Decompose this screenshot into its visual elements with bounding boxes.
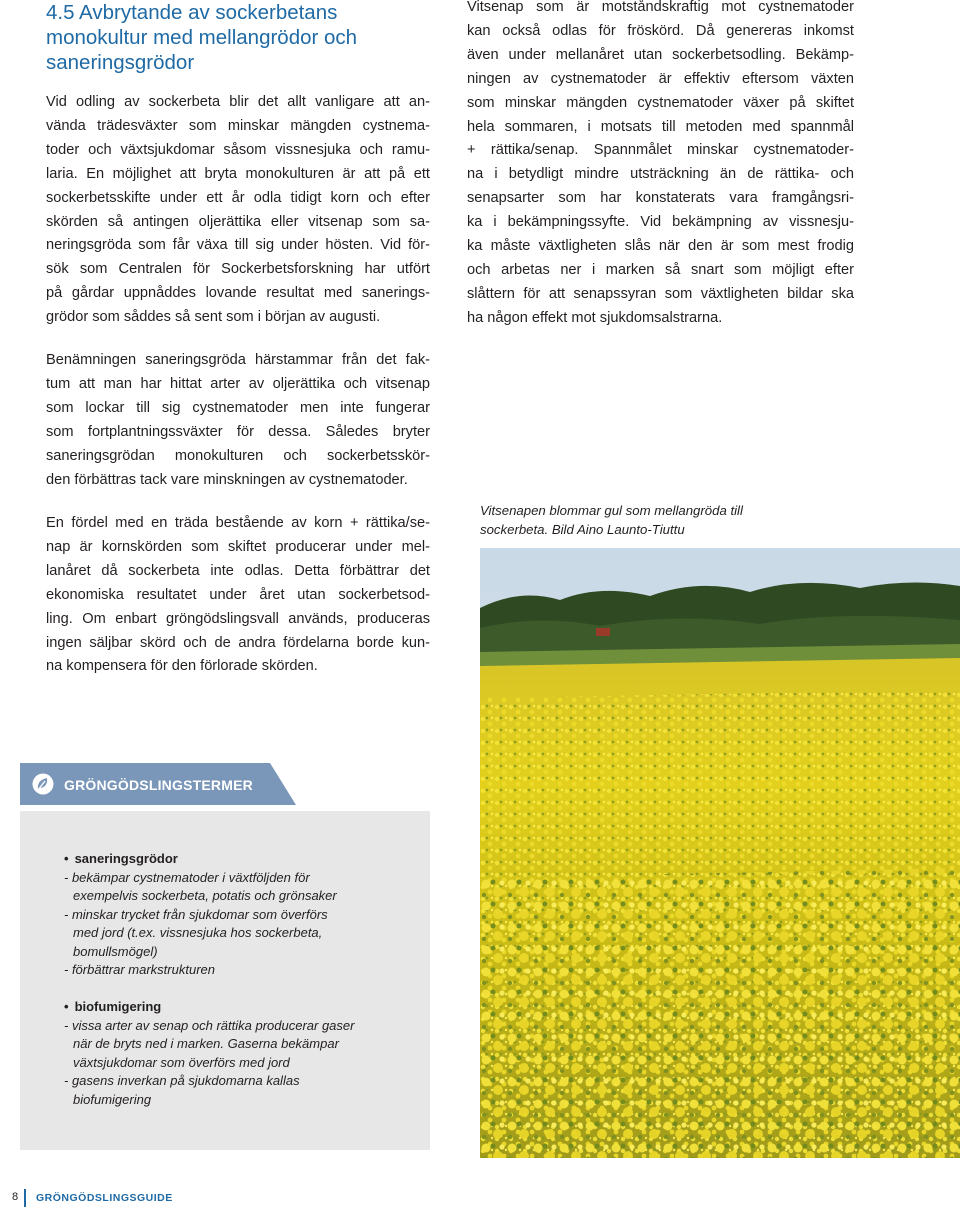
text-line: + rättika/senap. Spannmålet minskar cystnematoder-: [467, 142, 854, 159]
list-item: [64, 961, 337, 980]
text-line: som fortplantningssväxter för dessa. Således bryter: [46, 423, 430, 440]
text-line: kan också odlas för fröskörd. Då genereras inkomst: [467, 22, 854, 39]
text-line: En fördel med en träda bestående av korn + rättika/se-: [46, 515, 430, 531]
item-line: bomullsmögel): [73, 943, 158, 959]
term-saneringsgrodor: [64, 850, 337, 980]
section-heading: [46, 0, 357, 75]
terms-banner-title: GRÖNGÖDSLINGSTERMER: [64, 777, 253, 793]
text-line: sockerbetsskifte under ett år odla tidigt korn och efter: [46, 189, 430, 206]
item-line: biofumigering: [73, 1091, 152, 1107]
left-paragraph-3: [46, 512, 430, 679]
footer-guide-title: GRÖNGÖDSLINGSGUIDE: [36, 1192, 173, 1204]
list-item: [64, 869, 337, 906]
text-line: tum att man har hittat arter av oljerättika och vitsenap: [46, 375, 430, 392]
text-line: ekonomiska resultatet under året utan sockerbetsod-: [46, 586, 430, 603]
text-line: lanåret då sockerbeta inte odlas. Detta förbättrar det: [46, 562, 430, 579]
list-item: [64, 906, 337, 962]
item-line: - förbättrar markstrukturen: [64, 962, 215, 977]
term-name: • saneringsgrödor: [64, 850, 337, 869]
photo-caption: [480, 501, 743, 539]
item-line: exempelvis sockerbeta, potatis och grönsaker: [73, 888, 337, 903]
text-line: ling. Om enbart gröngödslingsvall används, produceras: [46, 610, 430, 627]
text-line: neringsgröda som får växa till sig under hösten. Vid för-: [46, 237, 430, 254]
text-line: även under mellanåret utan sockerbetsodling. Bekämp-: [467, 46, 854, 63]
text-line: som minskar mängden cystnematoder växer på skiftet: [467, 94, 854, 111]
item-line: växtsjukdomar som överförs med jord: [73, 1054, 290, 1070]
caption-line-2: sockerbeta. Bild Aino Launto-Tiuttu: [480, 522, 685, 537]
item-line: med jord (t.ex. vissnesjuka hos sockerbeta,: [73, 925, 323, 940]
text-line: saneringsgrödan monokulturen och sockerbetsskör-: [46, 447, 430, 464]
caption-line-1: Vitsenapen blommar gul som mellangröda till: [480, 503, 743, 518]
right-paragraph-1: [467, 0, 854, 331]
text-line: Benämningen saneringsgröda härstammar från det fak-: [46, 352, 430, 368]
list-item: [64, 1072, 354, 1109]
text-line: toder och växtsjukdomar såsom vissnesjuka och ramu-: [46, 141, 430, 158]
text-line: och arbetas ner i marken så snart som möjligt efter: [467, 261, 854, 278]
mustard-field-photo: [480, 548, 960, 1158]
item-line: när de bryts ned i marken. Gaserna bekämpar: [73, 1036, 339, 1051]
list-item: [64, 1017, 354, 1073]
text-line: ka måste växtligheten slås när den är som mest frodig: [467, 238, 854, 255]
text-line: Vid odling av sockerbeta blir det allt vanligare att an-: [46, 94, 430, 110]
text-line: na i betydligt mindre utsträckning än de rättika- och: [467, 166, 854, 183]
text-line: ningen av cystnematoder är effektiv eftersom växten: [467, 70, 854, 87]
text-line: ka i bekämpningssyfte. Vid bekämpning av vissnesju-: [467, 214, 854, 231]
text-line: slåttern för att senapssyran som växtligheten bildar ska: [467, 285, 854, 302]
text-line: senapsarter som har konstaterats vara framgångsri-: [467, 190, 854, 207]
item-line: - gasens inverkan på sjukdomarna kallas: [64, 1073, 300, 1088]
left-paragraph-1: [46, 91, 430, 330]
text-line: på gårdar uppnåddes lovande resultat med sanerings-: [46, 285, 430, 302]
text-line: ha någon effekt mot sjukdomsalstrarna.: [467, 309, 723, 326]
item-line: - bekämpar cystnematoder i växtföljden för: [64, 869, 310, 885]
text-line: som lockar till sig cystnematoder men inte fungerar: [46, 399, 430, 416]
heading-line-2: monokultur med mellangrödor och: [46, 26, 358, 49]
text-line: laria. En möjlighet att bryta monokulturen är att på ett: [46, 165, 430, 182]
item-line: - vissa arter av senap och rättika producerar gaser: [64, 1017, 355, 1033]
text-line: na kompensera för den förlorade skörden.: [46, 658, 318, 675]
text-line: skörden så antingen oljerättika eller vitsenap som sa-: [46, 213, 430, 230]
leaf-icon: [32, 773, 54, 795]
text-line: grödor som såddes så sent som i början av augusti.: [46, 309, 381, 326]
page-number: 8: [12, 1191, 19, 1203]
text-line: vända trädesväxter som minskar mängden cystnema-: [46, 117, 430, 134]
text-line: ingen säljbar skörd och de andra fördelarna borde kun-: [46, 634, 430, 651]
text-line: sök som Centralen för Sockerbetsforskning har utfört: [46, 261, 430, 278]
footer-divider: [24, 1189, 26, 1207]
term-name: • biofumigering: [64, 998, 354, 1017]
heading-line-1: 4.5 Avbrytande av sockerbetans: [46, 1, 338, 24]
heading-line-3: saneringsgrödor: [46, 51, 195, 74]
item-line: - minskar trycket från sjukdomar som överförs: [64, 906, 328, 922]
text-line: den förbättras tack vare minskningen av cystnematoder.: [46, 471, 408, 488]
text-line: nap är kornskörden som skiftet producerar under mel-: [46, 538, 430, 555]
text-line: Vitsenap som är motståndskraftig mot cystnematoder: [467, 0, 854, 15]
left-paragraph-2: [46, 349, 430, 492]
text-line: hela sommaren, i motsats till metoden med spannmål: [467, 118, 854, 135]
term-biofumigering: [64, 998, 354, 1109]
